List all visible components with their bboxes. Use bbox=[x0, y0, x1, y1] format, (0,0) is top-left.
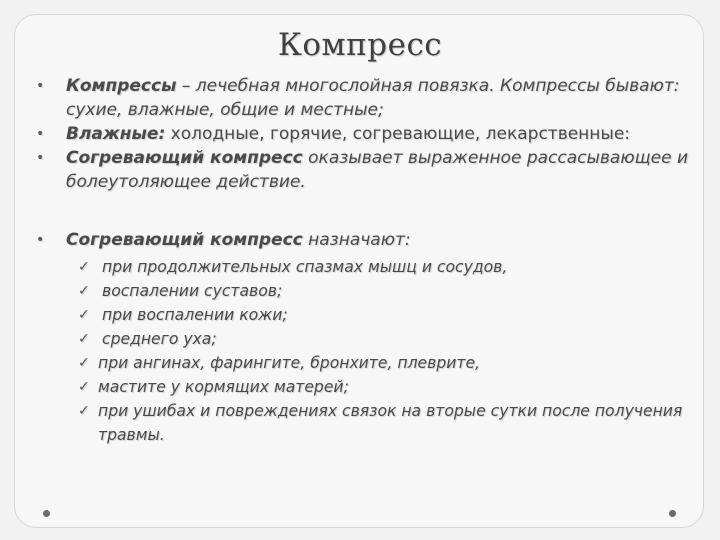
bullet-dot-icon: • bbox=[36, 78, 45, 94]
check-item-text: при воспалении кожи; bbox=[102, 306, 288, 324]
checkmark-icon: ✓ bbox=[78, 331, 90, 347]
bullet-dot-icon: • bbox=[36, 126, 45, 142]
bullet-item bbox=[36, 228, 696, 252]
bullet-text: назначают: bbox=[302, 230, 411, 250]
checkmark-icon: ✓ bbox=[78, 379, 90, 395]
bullet-text: холодные, горячие, согревающие, лекарственные: bbox=[165, 124, 631, 144]
check-item bbox=[78, 351, 696, 375]
corner-dot-icon bbox=[43, 510, 50, 517]
bullet-item bbox=[36, 146, 696, 194]
checkmark-icon: ✓ bbox=[78, 403, 90, 419]
bullet-lead: Согревающий компресс bbox=[66, 148, 303, 168]
check-item bbox=[78, 303, 696, 327]
checkmark-icon: ✓ bbox=[78, 259, 90, 275]
bullet-item bbox=[36, 122, 696, 146]
corner-dot-icon bbox=[669, 510, 676, 517]
check-item-text: при ангинах, фарингите, бронхите, плеврите, bbox=[98, 354, 481, 372]
bullet-dot-icon: • bbox=[36, 232, 45, 248]
bullet-item bbox=[36, 74, 696, 122]
bullet-lead: Согревающий компресс bbox=[66, 230, 303, 250]
check-item bbox=[78, 327, 696, 351]
bullet-dot-icon: • bbox=[36, 150, 45, 166]
check-list bbox=[36, 255, 696, 447]
bullet-text: – лечебная многослойная повязка. Компрессы бывают: сухие, влажные, общие и местные; bbox=[66, 76, 680, 120]
check-item bbox=[78, 255, 696, 279]
check-item-text: при ушибах и повреждениях связок на вторые сутки после получения травмы. bbox=[98, 402, 683, 444]
checkmark-icon: ✓ bbox=[78, 355, 90, 371]
check-item-text: мастите у кормящих матерей; bbox=[98, 378, 349, 396]
slide-content bbox=[36, 74, 696, 447]
check-item bbox=[78, 399, 696, 447]
checkmark-icon: ✓ bbox=[78, 307, 90, 323]
bullet-lead: Компрессы bbox=[66, 76, 177, 96]
check-item-text: среднего уха; bbox=[102, 330, 217, 348]
slide-title: Компресс bbox=[277, 27, 443, 63]
bullet-lead: Влажные: bbox=[66, 124, 166, 144]
check-item bbox=[78, 279, 696, 303]
check-item-text: при продолжительных спазмах мышц и сосудов, bbox=[102, 258, 508, 276]
bullet-text: оказывает выраженное рассасывающее и болеутоляющее действие. bbox=[66, 148, 689, 192]
checkmark-icon: ✓ bbox=[78, 283, 90, 299]
check-item bbox=[78, 375, 696, 399]
check-item-text: воспалении суставов; bbox=[102, 282, 283, 300]
